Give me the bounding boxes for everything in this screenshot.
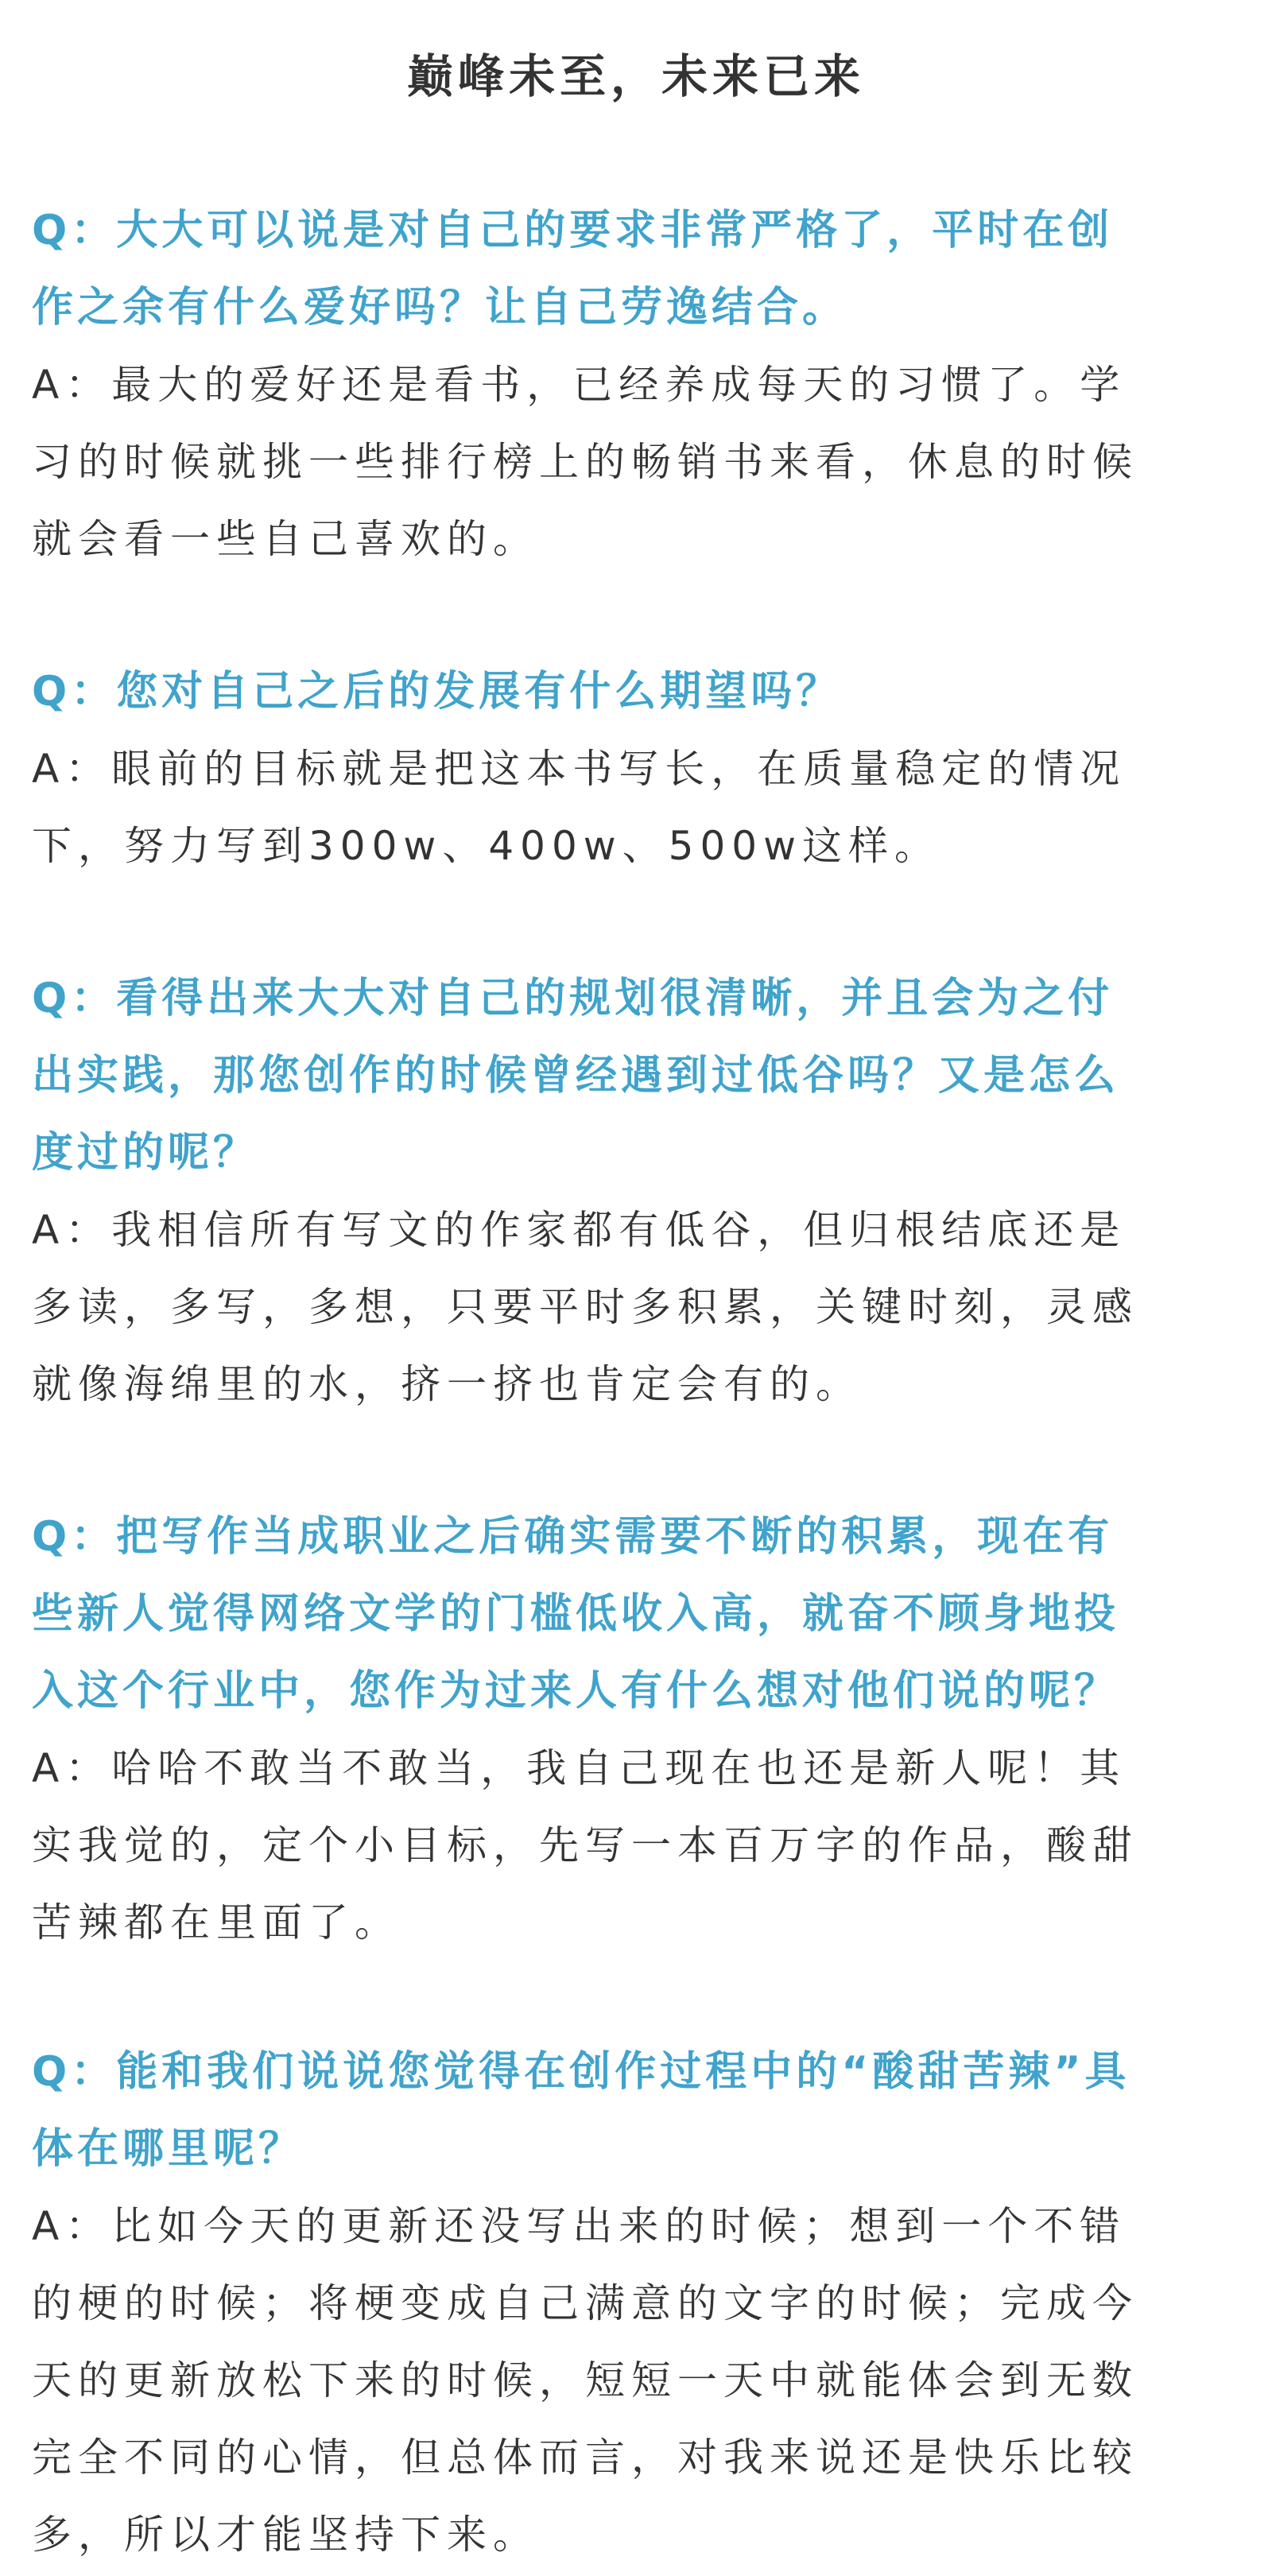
answer-line: A：哈哈不敢当不敢当，我自己现在也还是新人呢！其 xyxy=(32,1745,1127,1791)
question-line: 入这个行业中，您作为过来人有什么想对他们说的呢？ xyxy=(32,1667,1120,1715)
question-line: 出实践，那您创作的时候曾经遇到过低谷吗？又是怎么 xyxy=(32,1052,1120,1100)
answer-4 xyxy=(32,1730,1240,1961)
answer-line: 天的更新放松下来的时候，短短一天中就能体会到无数 xyxy=(32,2357,1138,2403)
answer-line: A：眼前的目标就是把这本书写长，在质量稳定的情况 xyxy=(32,746,1127,792)
answer-line: A：我相信所有写文的作家都有低谷，但归根结底还是 xyxy=(32,1207,1127,1253)
article-title: 巅峰未至，未来已来 xyxy=(406,49,865,103)
answer-line: 下，努力写到300w、400w、500w这样。 xyxy=(32,823,940,869)
answer-2 xyxy=(32,731,1240,885)
question-1 xyxy=(32,192,1240,347)
answer-1 xyxy=(32,347,1240,578)
answer-line: 苦辣都在里面了。 xyxy=(32,1899,401,1946)
answer-5 xyxy=(32,2188,1240,2574)
answer-line: 就会看一些自己喜欢的。 xyxy=(32,516,539,562)
question-line: Q：把写作当成职业之后确实需要不断的积累，现在有 xyxy=(32,1513,1114,1561)
qa-section-4 xyxy=(32,1499,1240,1961)
qa-section-3 xyxy=(32,960,1240,1423)
question-line: Q：能和我们说说您觉得在创作过程中的“酸甜苦辣”具 xyxy=(32,2048,1130,2096)
question-line: 体在哪里呢？ xyxy=(32,2125,304,2173)
qa-section-1 xyxy=(32,192,1240,578)
answer-line: 实我觉的，定个小目标，先写一本百万字的作品，酸甜 xyxy=(32,1822,1138,1868)
answer-line: 习的时候就挑一些排行榜上的畅销书来看，休息的时候 xyxy=(32,439,1138,485)
answer-line: 完全不同的心情，但总体而言，对我来说还是快乐比较 xyxy=(32,2434,1138,2481)
answer-line: A：比如今天的更新还没写出来的时候；想到一个不错 xyxy=(32,2203,1127,2249)
answer-line: 多读，多写，多想，只要平时多积累，关键时刻，灵感 xyxy=(32,1284,1138,1330)
question-line: 度过的呢？ xyxy=(32,1129,259,1177)
question-3 xyxy=(32,960,1240,1192)
answer-line: 多，所以才能坚持下来。 xyxy=(32,2512,539,2558)
answer-line: 的梗的时候；将梗变成自己满意的文字的时候；完成今 xyxy=(32,2280,1138,2326)
question-2 xyxy=(32,654,1240,731)
question-line: Q：大大可以说是对自己的要求非常严格了，平时在创 xyxy=(32,207,1114,254)
answer-3 xyxy=(32,1192,1240,1423)
qa-section-5 xyxy=(32,2034,1240,2574)
qa-section-2 xyxy=(32,654,1240,885)
question-line: Q：看得出来大大对自己的规划很清晰，并且会为之付 xyxy=(32,975,1114,1022)
answer-line: A：最大的爱好还是看书，已经养成每天的习惯了。学 xyxy=(32,362,1127,408)
answer-line: 就像海绵里的水，挤一挤也肯定会有的。 xyxy=(32,1361,862,1407)
question-line: 作之余有什么爱好吗？让自己劳逸结合。 xyxy=(32,284,848,332)
question-line: Q：您对自己之后的发展有什么期望吗？ xyxy=(32,668,842,716)
question-line: 些新人觉得网络文学的门槛低收入高，就奋不顾身地投 xyxy=(32,1590,1120,1638)
question-4 xyxy=(32,1499,1240,1730)
question-5 xyxy=(32,2034,1240,2188)
